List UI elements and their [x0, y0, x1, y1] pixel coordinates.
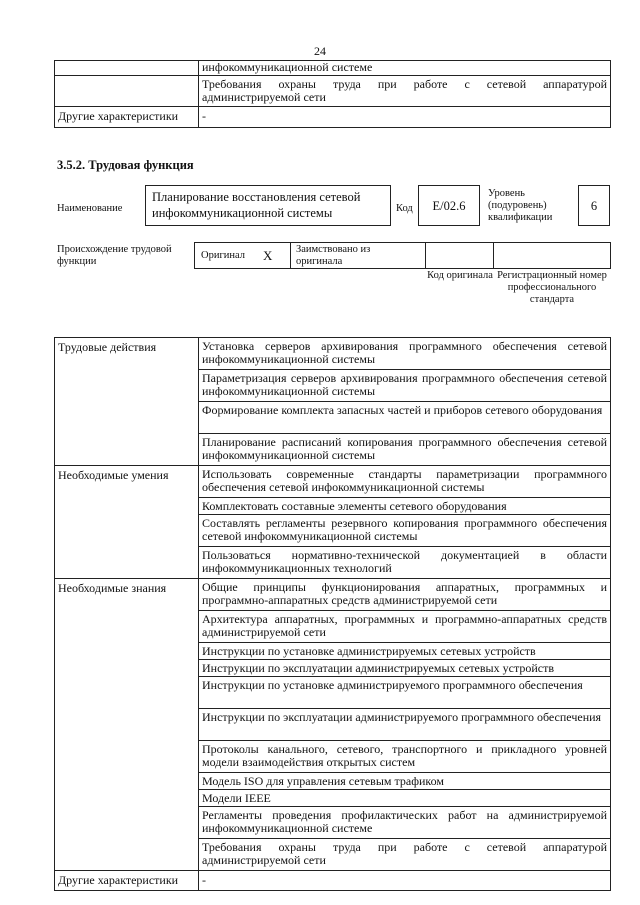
function-name-value: Планирование восстановления сетевой инфокоммуникационной системы	[152, 190, 361, 220]
section-heading: 3.5.2. Трудовая функция	[57, 158, 194, 172]
level-value: 6	[590, 199, 598, 213]
list-item: Общие принципы функционирования аппаратных, программных и программно-аппаратных средств администрируемой сети	[199, 579, 611, 611]
table-row	[55, 466, 611, 498]
table-row	[55, 338, 611, 370]
row-label	[55, 61, 199, 76]
list-item: Регламенты проведения профилактических работ на администрируемой инфокоммуникационной системе	[199, 807, 611, 839]
level-label: Уровень (подуровень) квалификации	[488, 188, 553, 223]
code-label: Код	[396, 203, 413, 214]
row-text: инфокоммуникационной системе	[199, 61, 611, 76]
labor-actions-label: Трудовые действия	[55, 338, 199, 466]
list-item: Инструкции по установке администрируемого программного обеспечения	[199, 677, 611, 709]
borrowed-label: Заимствовано из оригинала	[296, 244, 371, 267]
list-item: Архитектура аппаратных, программных и программно-аппаратных средств администрируемой сети	[199, 611, 611, 643]
list-item: Установка серверов архивирования программного обеспечения сетевой инфокоммуникационной системы	[199, 338, 611, 370]
name-label: Наименование	[57, 203, 123, 214]
original-mark: X	[263, 248, 273, 263]
code-original-caption: Код оригинала	[427, 270, 493, 281]
list-item: Комплектовать составные элементы сетевого оборудования	[199, 498, 611, 515]
list-item: Инструкции по эксплуатации администрируемых сетевых устройств	[199, 660, 611, 677]
table-row	[55, 871, 611, 891]
list-item: Использовать современные стандарты параметризации программного обеспечения сетевой инфокоммуникационной системы	[199, 466, 611, 498]
origin-label: Происхождение трудовой функции	[57, 244, 172, 267]
list-item: Пользоваться нормативно-технической документацией в области инфокоммуникационных технологий	[199, 547, 611, 579]
list-item: Требования охраны труда при работе с сетевой аппаратурой администрируемой сети	[199, 839, 611, 871]
other-characteristics-label: Другие характеристики	[55, 107, 199, 128]
page-number: 24	[314, 44, 326, 58]
function-details-table	[54, 337, 611, 891]
level-box	[578, 185, 610, 226]
required-skills-label: Необходимые умения	[55, 466, 199, 579]
other-characteristics-label: Другие характеристики	[55, 871, 199, 891]
function-name-box	[145, 185, 391, 226]
list-item: Инструкции по эксплуатации администрируемого программного обеспечения	[199, 709, 611, 741]
other-characteristics-value: -	[199, 871, 611, 891]
list-item: Модели IEEE	[199, 790, 611, 807]
table-row	[55, 107, 611, 128]
reg-number-caption: Регистрационный номер профессионального стандарта	[497, 270, 607, 305]
list-item: Составлять регламенты резервного копирования программного обеспечения сетевой инфокоммуникационной системы	[199, 515, 611, 547]
list-item: Формирование комплекта запасных частей и приборов сетевого оборудования	[199, 402, 611, 434]
borrowed-cell	[290, 242, 426, 269]
code-original-cell	[425, 242, 494, 269]
list-item: Инструкции по установке администрируемых сетевых устройств	[199, 643, 611, 660]
list-item: Модель ISO для управления сетевым трафиком	[199, 773, 611, 790]
list-item: Планирование расписаний копирования программного обеспечения сетевой инфокоммуникационной системы	[199, 434, 611, 466]
code-box	[418, 185, 480, 226]
row-label	[55, 76, 199, 107]
table-row	[55, 76, 611, 107]
table-row	[55, 579, 611, 611]
continued-requirements-table	[54, 60, 611, 128]
table-row	[55, 61, 611, 76]
code-value: E/02.6	[432, 199, 466, 213]
row-text: Требования охраны труда при работе с сетевой аппаратурой администрируемой сети	[199, 76, 611, 107]
origin-original-cell	[194, 242, 291, 269]
original-label: Оригинал	[201, 250, 245, 261]
list-item: Протоколы канального, сетевого, транспортного и прикладного уровней модели взаимодействия открытых систем	[199, 741, 611, 773]
required-knowledge-label: Необходимые знания	[55, 579, 199, 871]
list-item: Параметризация серверов архивирования программного обеспечения сетевой инфокоммуникационной системы	[199, 370, 611, 402]
other-characteristics-value: -	[199, 107, 611, 128]
reg-number-cell	[493, 242, 611, 269]
